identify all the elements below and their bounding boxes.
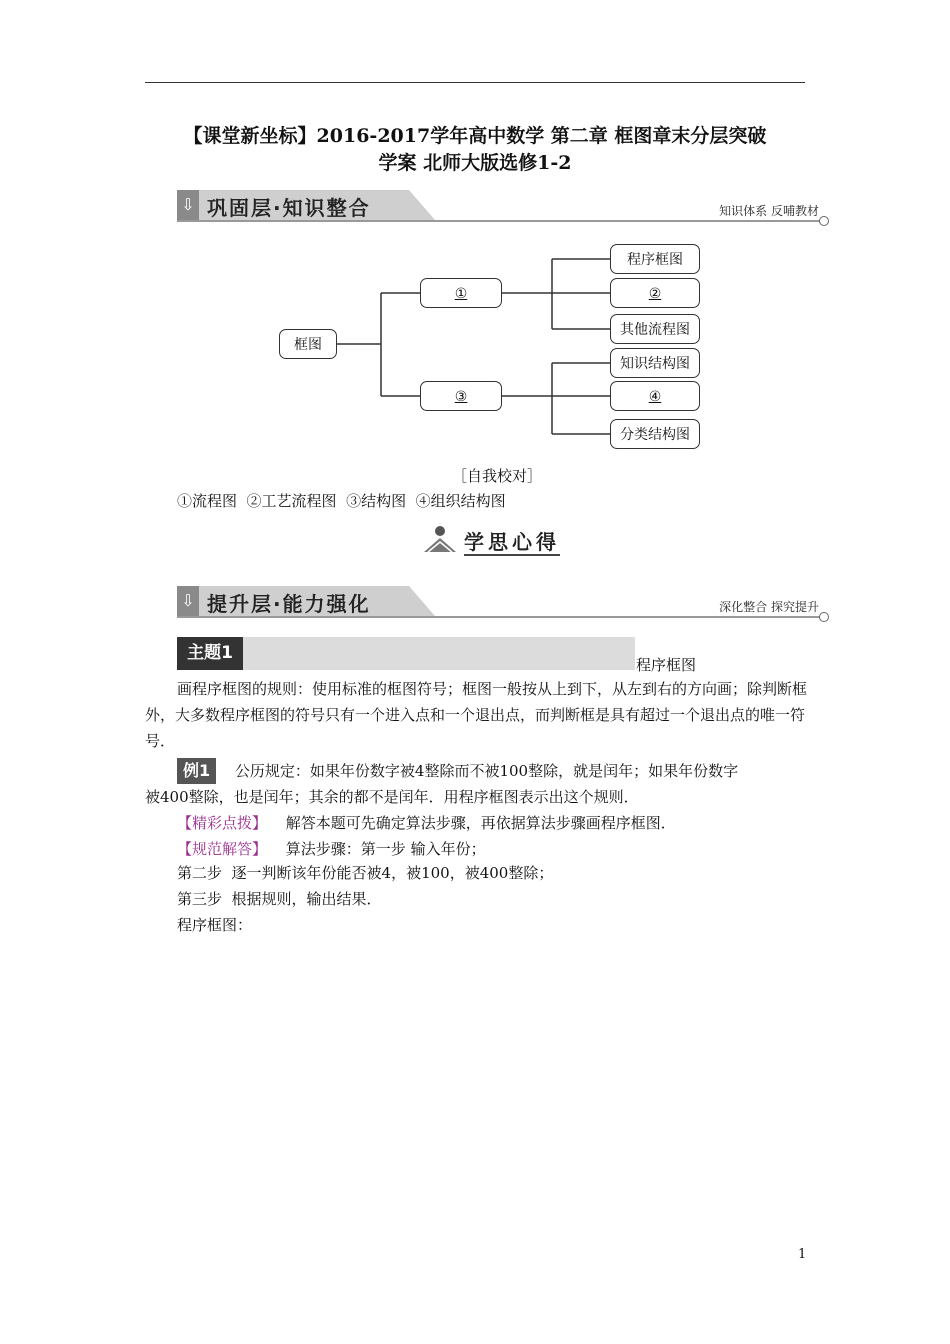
diagram-leaf-2 xyxy=(610,278,700,308)
rules-paragraph: 画程序框图的规则：使用标准的框图符号；框图一般按从上到下，从左到右的方向画；除判断框外，大多数程序框图的符号只有一个进入点和一个退出点，而判断框是具有超过一个退出点的唯一符号． xyxy=(145,680,808,750)
node-3-label: ③ xyxy=(454,389,468,405)
tip-label[interactable]: 【精彩点拨】 xyxy=(177,814,268,832)
node-1-label: ① xyxy=(454,286,468,302)
diagram-leaf-classification-structure: 分类结构图 xyxy=(610,419,700,449)
study-badge-label: 学思心得 xyxy=(464,530,560,554)
answer-label[interactable]: 【规范解答】 xyxy=(177,840,268,858)
section-banner-improve xyxy=(177,586,829,620)
circle-icon xyxy=(819,216,829,226)
diagram-leaf-other-flowchart: 其他流程图 xyxy=(610,314,700,344)
answer-text: 算法步骤：第一步 输入年份； xyxy=(285,840,486,858)
step-3: 第三步 根据规则，输出结果． xyxy=(177,890,382,908)
down-arrow-icon: ⇩ xyxy=(177,586,199,616)
diagram-leaf-knowledge-structure: 知识结构图 xyxy=(610,348,700,378)
theme-header xyxy=(177,637,635,670)
page-number: 1 xyxy=(798,1247,807,1262)
diagram-node-3 xyxy=(420,381,502,411)
circle-icon xyxy=(819,612,829,622)
tip-line xyxy=(177,810,676,836)
doc-title-line1: 【课堂新坐标】2016-2017学年高中数学 第二章 框图章末分层突破 xyxy=(183,125,767,147)
banner-title: 巩固层·知识整合 xyxy=(207,196,371,220)
banner-title: 提升层·能力强化 xyxy=(207,592,371,616)
diagram-node-1 xyxy=(420,278,502,308)
section-banner-consolidate xyxy=(177,190,829,224)
theme-title: 程序框图 xyxy=(636,656,697,674)
banner-subtitle: 深化整合 探究提升 xyxy=(719,600,819,614)
study-notes-badge xyxy=(420,524,560,558)
down-arrow-icon: ⇩ xyxy=(177,190,199,220)
banner-subtitle: 知识体系 反哺教材 xyxy=(719,204,819,218)
answers-line: ①流程图 ②工艺流程图 ③结构图 ④组织结构图 xyxy=(177,492,506,510)
tip-text: 解答本题可先确定算法步骤，再依据算法步骤画程序框图． xyxy=(285,814,676,832)
diagram-leaf-program-flowchart: 程序框图 xyxy=(610,244,700,274)
doc-title-line2: 学案 北师大版选修1-2 xyxy=(378,152,572,174)
step-2: 第二步 逐一判断该年份能否被4，被100，被400整除； xyxy=(177,864,554,882)
diagram-root-node: 框图 xyxy=(279,329,337,359)
leaf-4-label: ④ xyxy=(648,389,662,405)
self-check-label: ［自我校对］ xyxy=(452,467,543,485)
flowchart-label: 程序框图： xyxy=(177,916,253,934)
leaf-2-label: ② xyxy=(648,286,662,302)
theme-label: 主题1 xyxy=(177,637,243,670)
header-rule xyxy=(145,82,805,83)
answer-line xyxy=(177,836,486,862)
example-line2: 被400整除，也是闰年；其余的都不是闰年．用程序框图表示出这个规则． xyxy=(145,788,639,806)
person-reading-icon xyxy=(420,524,460,556)
example-badge: 例1 xyxy=(177,758,216,784)
example-text-1: 公历规定：如果年份数字被4整除而不被100整除，就是闰年；如果年份数字 xyxy=(234,762,739,780)
example-line1 xyxy=(177,758,807,784)
diagram-leaf-4 xyxy=(610,381,700,411)
